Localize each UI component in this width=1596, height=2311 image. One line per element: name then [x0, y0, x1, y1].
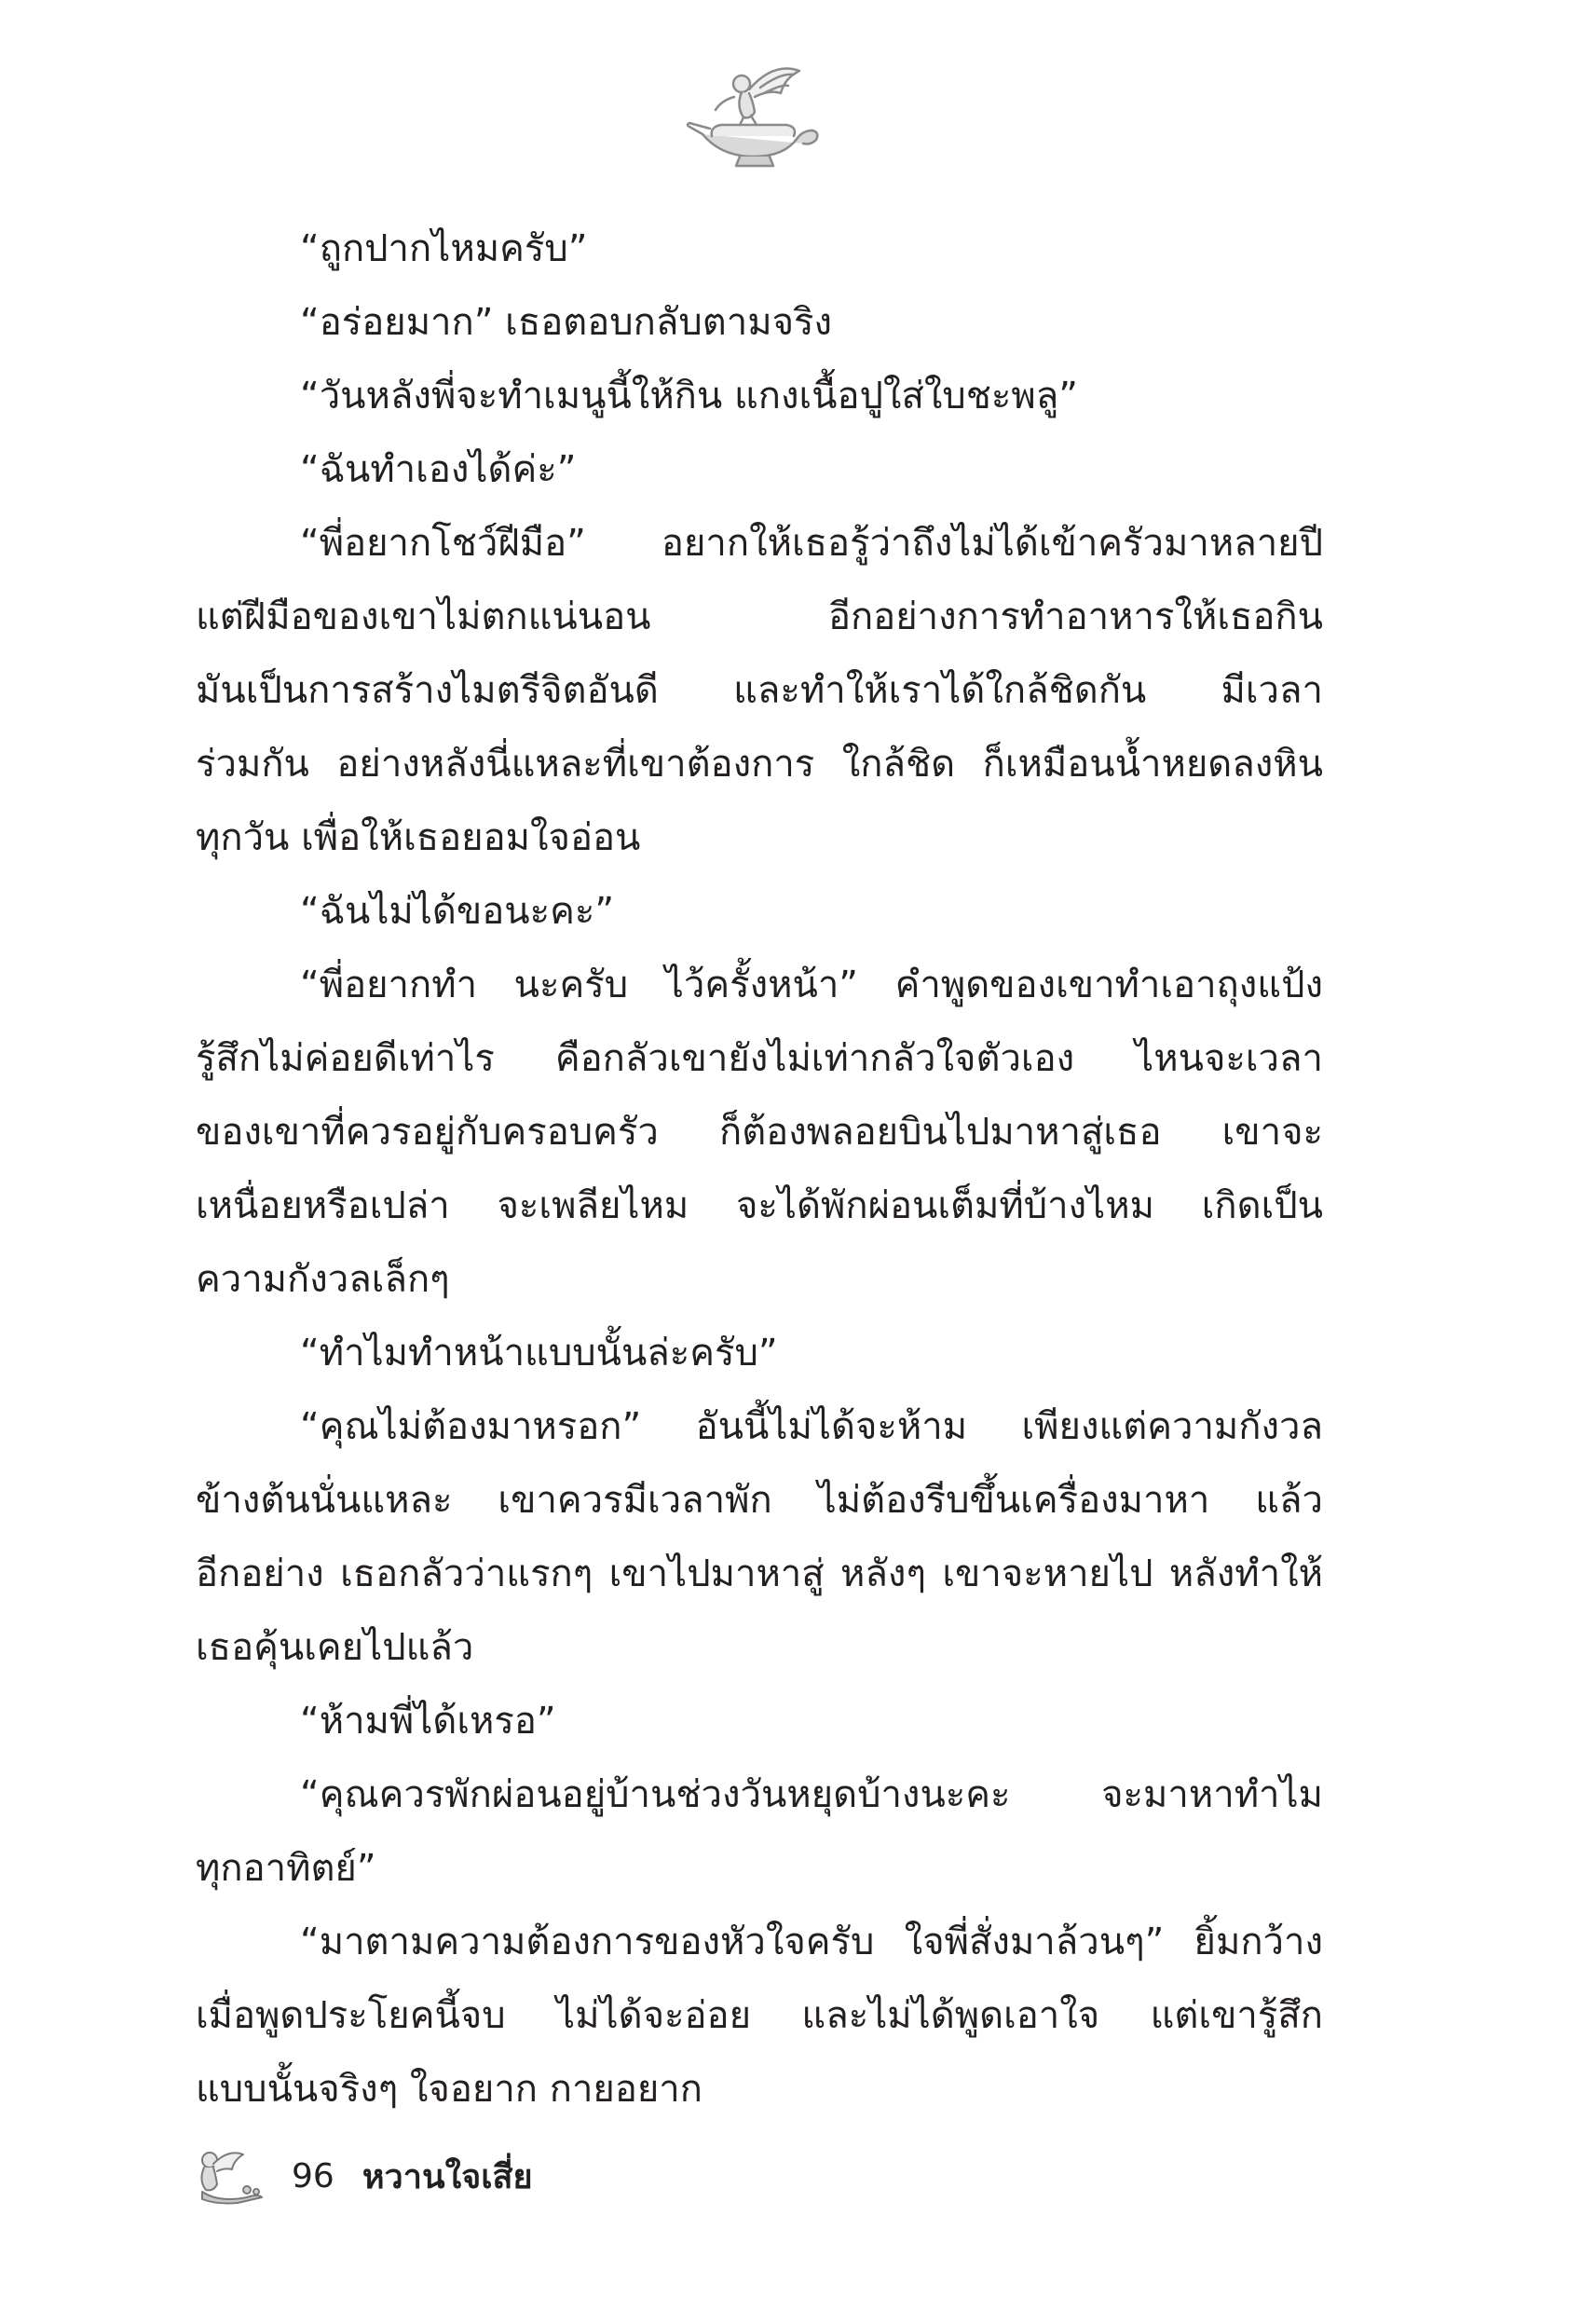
text-line: “ถูกปากไหมครับ” — [300, 227, 588, 270]
text-line: เหนื่อยหรือเปล่า จะเพลียไหม จะได้พักผ่อนเต็มที่บ้างไหม เกิดเป็น — [196, 1184, 1323, 1227]
text-line: รู้สึกไม่ค่อยดีเท่าไร คือกลัวเขายังไม่เท่ากลัวใจตัวเอง ไหนจะเวลา — [196, 1037, 1323, 1080]
page-footer — [182, 2143, 533, 2208]
text-line: “อร่อยมาก” เธอตอบกลับตามจริง — [300, 301, 833, 344]
text-line: ข้างต้นนั่นแหละ เขาควรมีเวลาพัก ไม่ต้องรีบขึ้นเครื่องมาหา แล้ว — [196, 1479, 1323, 1522]
text-line: แบบนั้นจริงๆ ใจอยาก กายอยาก — [196, 2068, 703, 2111]
text-line: “ฉันไม่ได้ขอนะคะ” — [300, 890, 615, 933]
text-line: “ห้ามพี่ได้เหรอ” — [300, 1700, 556, 1743]
text-line: เมื่อพูดประโยคนี้จบ ไม่ได้จะอ่อย และไม่ได้พูดเอาใจ แต่เขารู้สึก — [196, 1994, 1323, 2037]
text-line: แต่ฝีมือของเขาไม่ตกแน่นอน อีกอย่างการทำอาหารให้เธอกิน — [196, 595, 1323, 638]
text-line: ร่วมกัน อย่างหลังนี่แหละที่เขาต้องการ ใกล้ชิด ก็เหมือนน้ำหยดลงหิน — [196, 743, 1323, 786]
text-line: “คุณไม่ต้องมาหรอก” อันนี้ไม่ได้จะห้าม เพียงแต่ความกังวล — [300, 1405, 1323, 1448]
book-title: หวานใจเสี่ย — [361, 2157, 533, 2196]
text-line: “พี่อยากทำ นะครับ ไว้ครั้งหน้า” คำพูดของเขาทำเอาถุงแป้ง — [300, 964, 1323, 1006]
text-line: “วันหลังพี่จะทำเมนูนี้ให้กิน แกงเนื้อปูใส่ใบชะพลู” — [300, 375, 1079, 417]
text-line: “ฉันทำเองได้ค่ะ” — [300, 448, 577, 491]
body-text — [196, 212, 1323, 2126]
text-line: ความกังวลเล็กๆ — [196, 1258, 450, 1301]
text-line: เธอคุ้นเคยไปแล้ว — [196, 1626, 474, 1669]
text-line: “คุณควรพักผ่อนอยู่บ้านช่วงวันหยุดบ้างนะคะ จะมาหาทำไม — [300, 1773, 1323, 1816]
text-line: “ทำไมทำหน้าแบบนั้นล่ะครับ” — [300, 1332, 778, 1374]
text-line: ทุกวัน เพื่อให้เธอยอมใจอ่อน — [196, 816, 641, 859]
text-line: ของเขาที่ควรอยู่กับครอบครัว ก็ต้องพลอยบินไปมาหาสู่เธอ เขาจะ — [196, 1111, 1323, 1154]
text-line: อีกอย่าง เธอกลัวว่าแรกๆ เขาไปมาหาสู่ หลังๆ เขาจะหายไป หลังทำให้ — [196, 1552, 1323, 1595]
page-number: 96 — [292, 2156, 334, 2195]
text-line: ทุกอาทิตย์” — [196, 1847, 376, 1890]
text-line: “มาตามความต้องการของหัวใจครับ ใจพี่สั่งมาล้วนๆ” ยิ้มกว้าง — [300, 1921, 1323, 1963]
text-line: “พี่อยากโชว์ฝีมือ” อยากให้เธอรู้ว่าถึงไม่ได้เข้าครัวมาหลายปี — [300, 522, 1323, 565]
text-line: มันเป็นการสร้างไมตรีจิตอันดี และทำให้เราได้ใกล้ชิดกัน มีเวลา — [196, 669, 1323, 712]
cupid-lamp-ornament-icon — [684, 52, 824, 173]
cupid-footer-ornament-icon — [182, 2145, 266, 2207]
